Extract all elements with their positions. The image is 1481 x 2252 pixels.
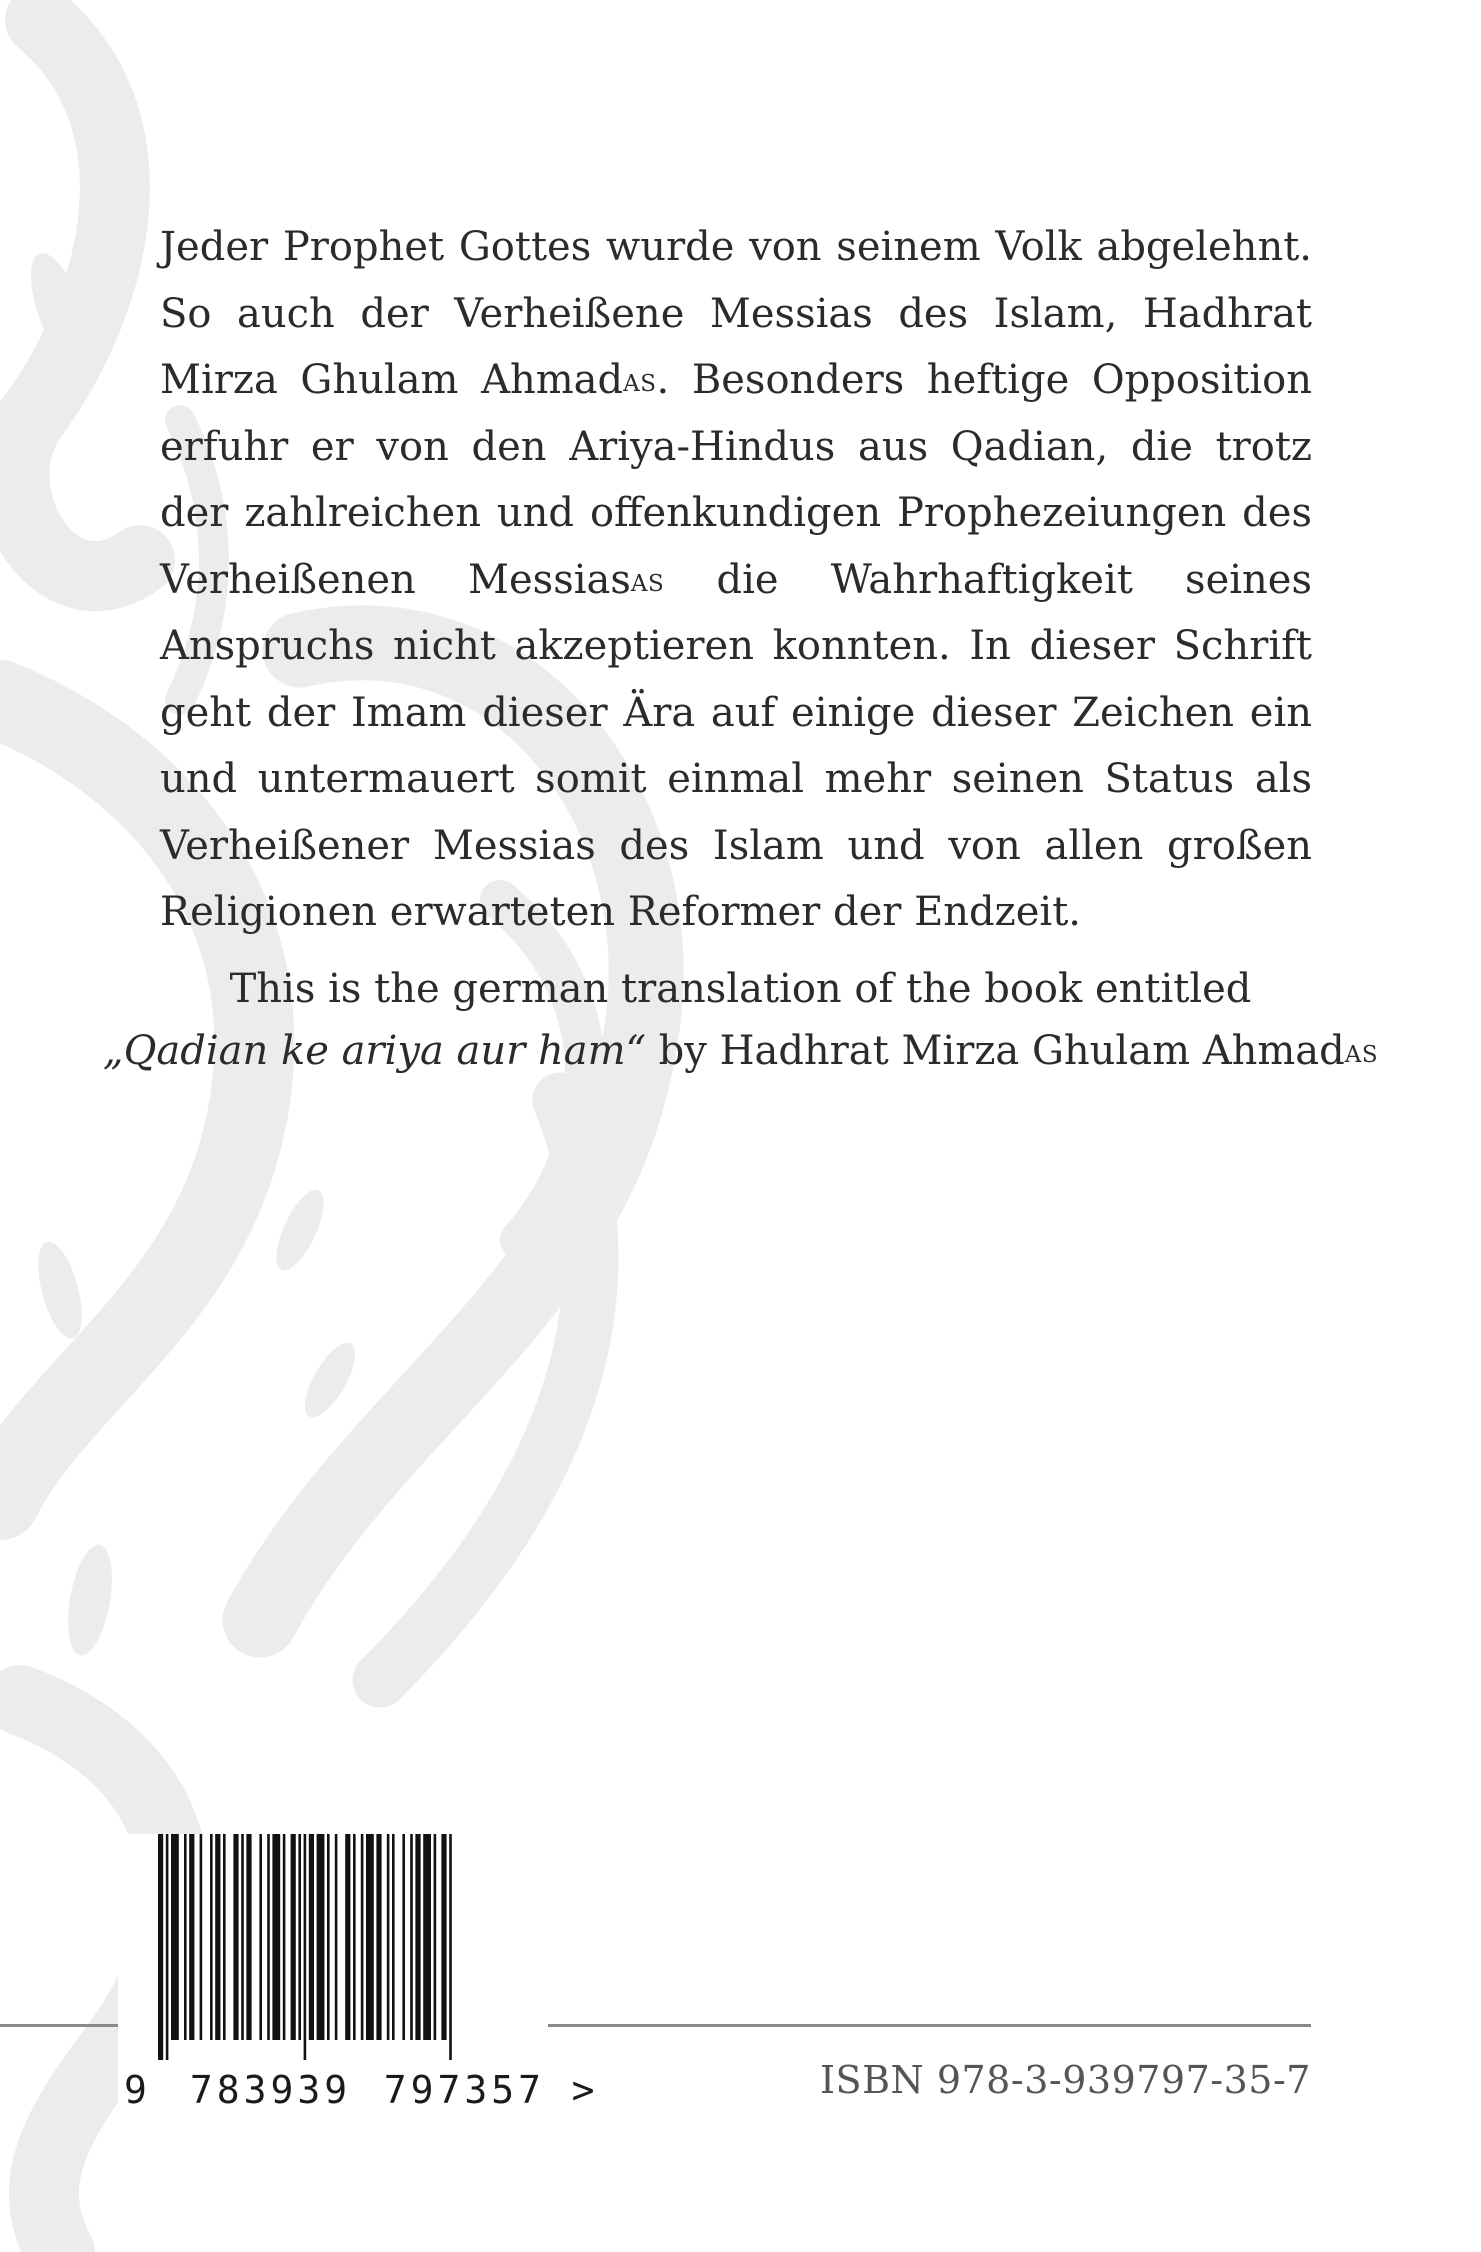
barcode-bar [189,1834,194,2040]
barcode-bar [376,1834,381,2040]
barcode-bar [304,1834,307,2060]
barcode-bar [241,1834,244,2040]
back-cover-blurb [160,214,1312,946]
barcode-bar [158,1834,163,2060]
blurb-text-3: die Wahrhaftigkeit seines Anspruchs nicht akzeptieren konnten. In dieser Schrift geht der Imam dieser Ära auf einige dieser Zeichen ein und untermauert somit einmal mehr seinen Status als Verheißener Messias des Islam und von allen großen Religionen erwarteten Reformer der Endzeit. [160,556,1313,935]
translation-credit [100,958,1381,1082]
credit-line-2 [100,1020,1381,1082]
barcode-bar [366,1834,374,2040]
barcode-bar [291,1834,296,2040]
barcode-bar [210,1834,213,2040]
barcode-lead-digit: 9 [124,2068,148,2112]
blurb-text-1: Jeder Prophet Gottes wurde von seinem Volk abgelehnt. So auch der Verheißene Messias des Islam, Hadhrat Mirza Ghulam Ahmad [160,224,1312,403]
barcode-bar [410,1834,413,2040]
barcode-bar [402,1834,405,2040]
barcode-digits [124,2068,596,2112]
isbn-number: ISBN 978-3-939797-35-7 [820,2058,1311,2102]
blurb-text-2: . Besonders heftige Opposition erfuhr er von den Ariya-Hindus aus Qadian, die trotz der zahlreichen und offenkundigen Prophezeiungen des Verheißenen Messias [160,357,1312,603]
barcode-bar [309,1834,314,2040]
blurb-superscript-1: AS [623,371,657,397]
barcode-bar [272,1834,280,2040]
original-book-title: „Qadian ke ariya aur ham“ [102,1028,646,1074]
barcode-bar [423,1834,431,2040]
barcode-left-group: 783939 [189,2068,352,2112]
barcode-bar [267,1834,270,2040]
credit-author: by Hadhrat Mirza Ghulam Ahmad [645,1028,1345,1074]
barcode-bar [415,1834,420,2040]
divider-rule-left [0,2024,118,2027]
barcode-bar [223,1834,226,2040]
barcode-bar [166,1834,169,2060]
barcode-bar [283,1834,286,2040]
barcode-bar [317,1834,325,2040]
barcode-bar [353,1834,356,2040]
credit-line-1: This is the german translation of the book entitled [229,966,1252,1012]
barcode-bar [171,1834,179,2040]
barcode-bar [441,1834,446,2040]
barcode-bar [345,1834,350,2040]
divider-rule-right [538,2024,1311,2027]
barcode-bar [434,1834,437,2040]
barcode-bar [392,1834,395,2040]
barcode-bar [449,1834,452,2060]
barcode-bar [327,1834,330,2040]
barcode-bar [387,1834,390,2040]
barcode-bar [246,1834,251,2040]
barcode-right-group: 797357 [383,2068,546,2112]
barcode-bar [361,1834,364,2040]
isbn-barcode [118,1834,596,2134]
barcode-bars [156,1834,496,2060]
credit-superscript: AS [1344,1042,1379,1068]
barcode-bar [184,1834,187,2040]
barcode-bar [215,1834,220,2040]
barcode-bar [259,1834,262,2040]
barcode-bar [298,1834,301,2040]
barcode-bar [233,1834,238,2040]
barcode-end-mark: > [571,2068,596,2112]
blurb-superscript-2: AS [630,570,665,597]
barcode-bar [335,1834,338,2040]
barcode-bar [200,1834,203,2040]
